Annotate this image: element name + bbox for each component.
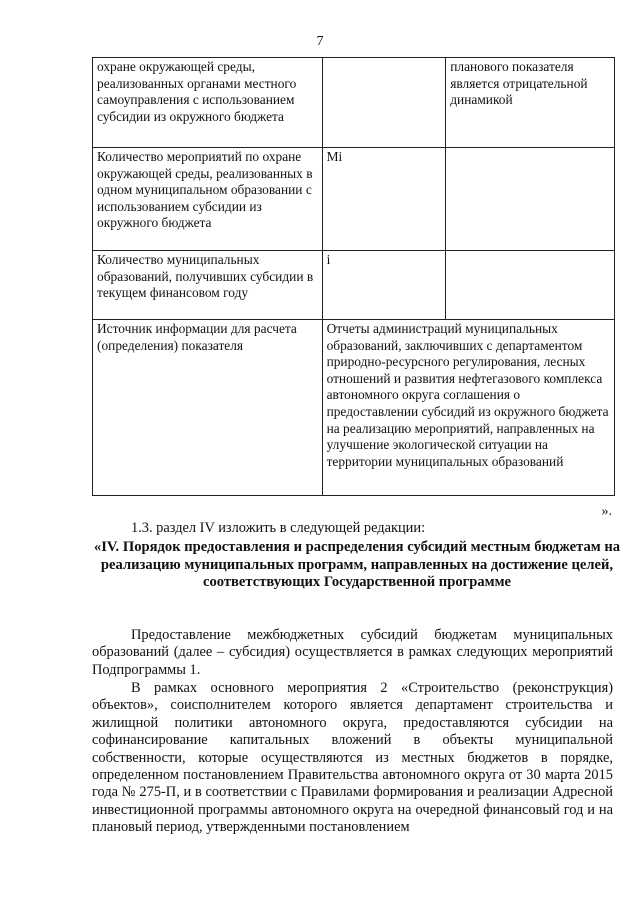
table-row xyxy=(93,58,615,148)
table-cell: Отчеты администраций муниципальных образований, заключивших с департаментом природно-ресурсного регулирования, лесных отношений и развития нефтегазового комплекса автономного округа соглашения о предоставлении субсидий из окружного бюджета на реализацию мероприятий, направленных на улучшение экологической ситуации на территории муниципальных образований xyxy=(322,320,614,496)
table-cell: охране окружающей среды, реализованных органами местного самоуправления с использованием субсидии из окружного бюджета xyxy=(93,58,323,148)
table-row xyxy=(93,320,615,496)
page-number: 7 xyxy=(316,34,324,49)
table-row xyxy=(93,148,615,251)
section-heading: «IV. Порядок предоставления и распределения субсидий местным бюджетам на реализацию муниципальных программ, направленных на достижение целей, соответствующих Государственной программе xyxy=(93,539,621,591)
closing-quote: ». xyxy=(601,504,612,519)
table-cell xyxy=(446,148,615,251)
table-cell: Mi xyxy=(322,148,446,251)
table-cell: Источник информации для расчета (определения) показателя xyxy=(93,320,323,496)
paragraph: Предоставление межбюджетных субсидий бюджетам муниципальных образований (далее – субсидия) осуществляется в рамках следующих мероприятий Подпрограммы 1. xyxy=(92,627,613,678)
table-cell xyxy=(322,58,446,148)
indicator-table xyxy=(92,57,615,496)
table-cell xyxy=(446,251,615,320)
table-cell: Количество муниципальных образований, получивших субсидии в текущем финансовом году xyxy=(93,251,323,320)
table-cell: i xyxy=(322,251,446,320)
table-cell: Количество мероприятий по охране окружающей среды, реализованных в одном муниципальном образовании с использованием субсидии из окружного бюджета xyxy=(93,148,323,251)
amendment-instruction: 1.3. раздел IV изложить в следующей редакции: xyxy=(131,520,426,536)
table-cell: планового показателя является отрицательной динамикой xyxy=(446,58,615,148)
table-row xyxy=(93,251,615,320)
paragraph: В рамках основного мероприятия 2 «Строительство (реконструкция) объектов», соисполнителем которого является департамент строительства и жилищной политики автономного округа, предоставляются субсидии на софинансирование капитальных вложений в объекты муниципальной собственности, которые осуществляются из местных бюджетов в порядке, определенном постановлением Правительства автономного округа от 30 марта 2015 года № 275-П, и в соответствии с Правилами формирования и реализации Адресной инвестиционной программы автономного округа на очередной финансовый год и на плановый период, утвержденными постановлением xyxy=(92,680,613,836)
